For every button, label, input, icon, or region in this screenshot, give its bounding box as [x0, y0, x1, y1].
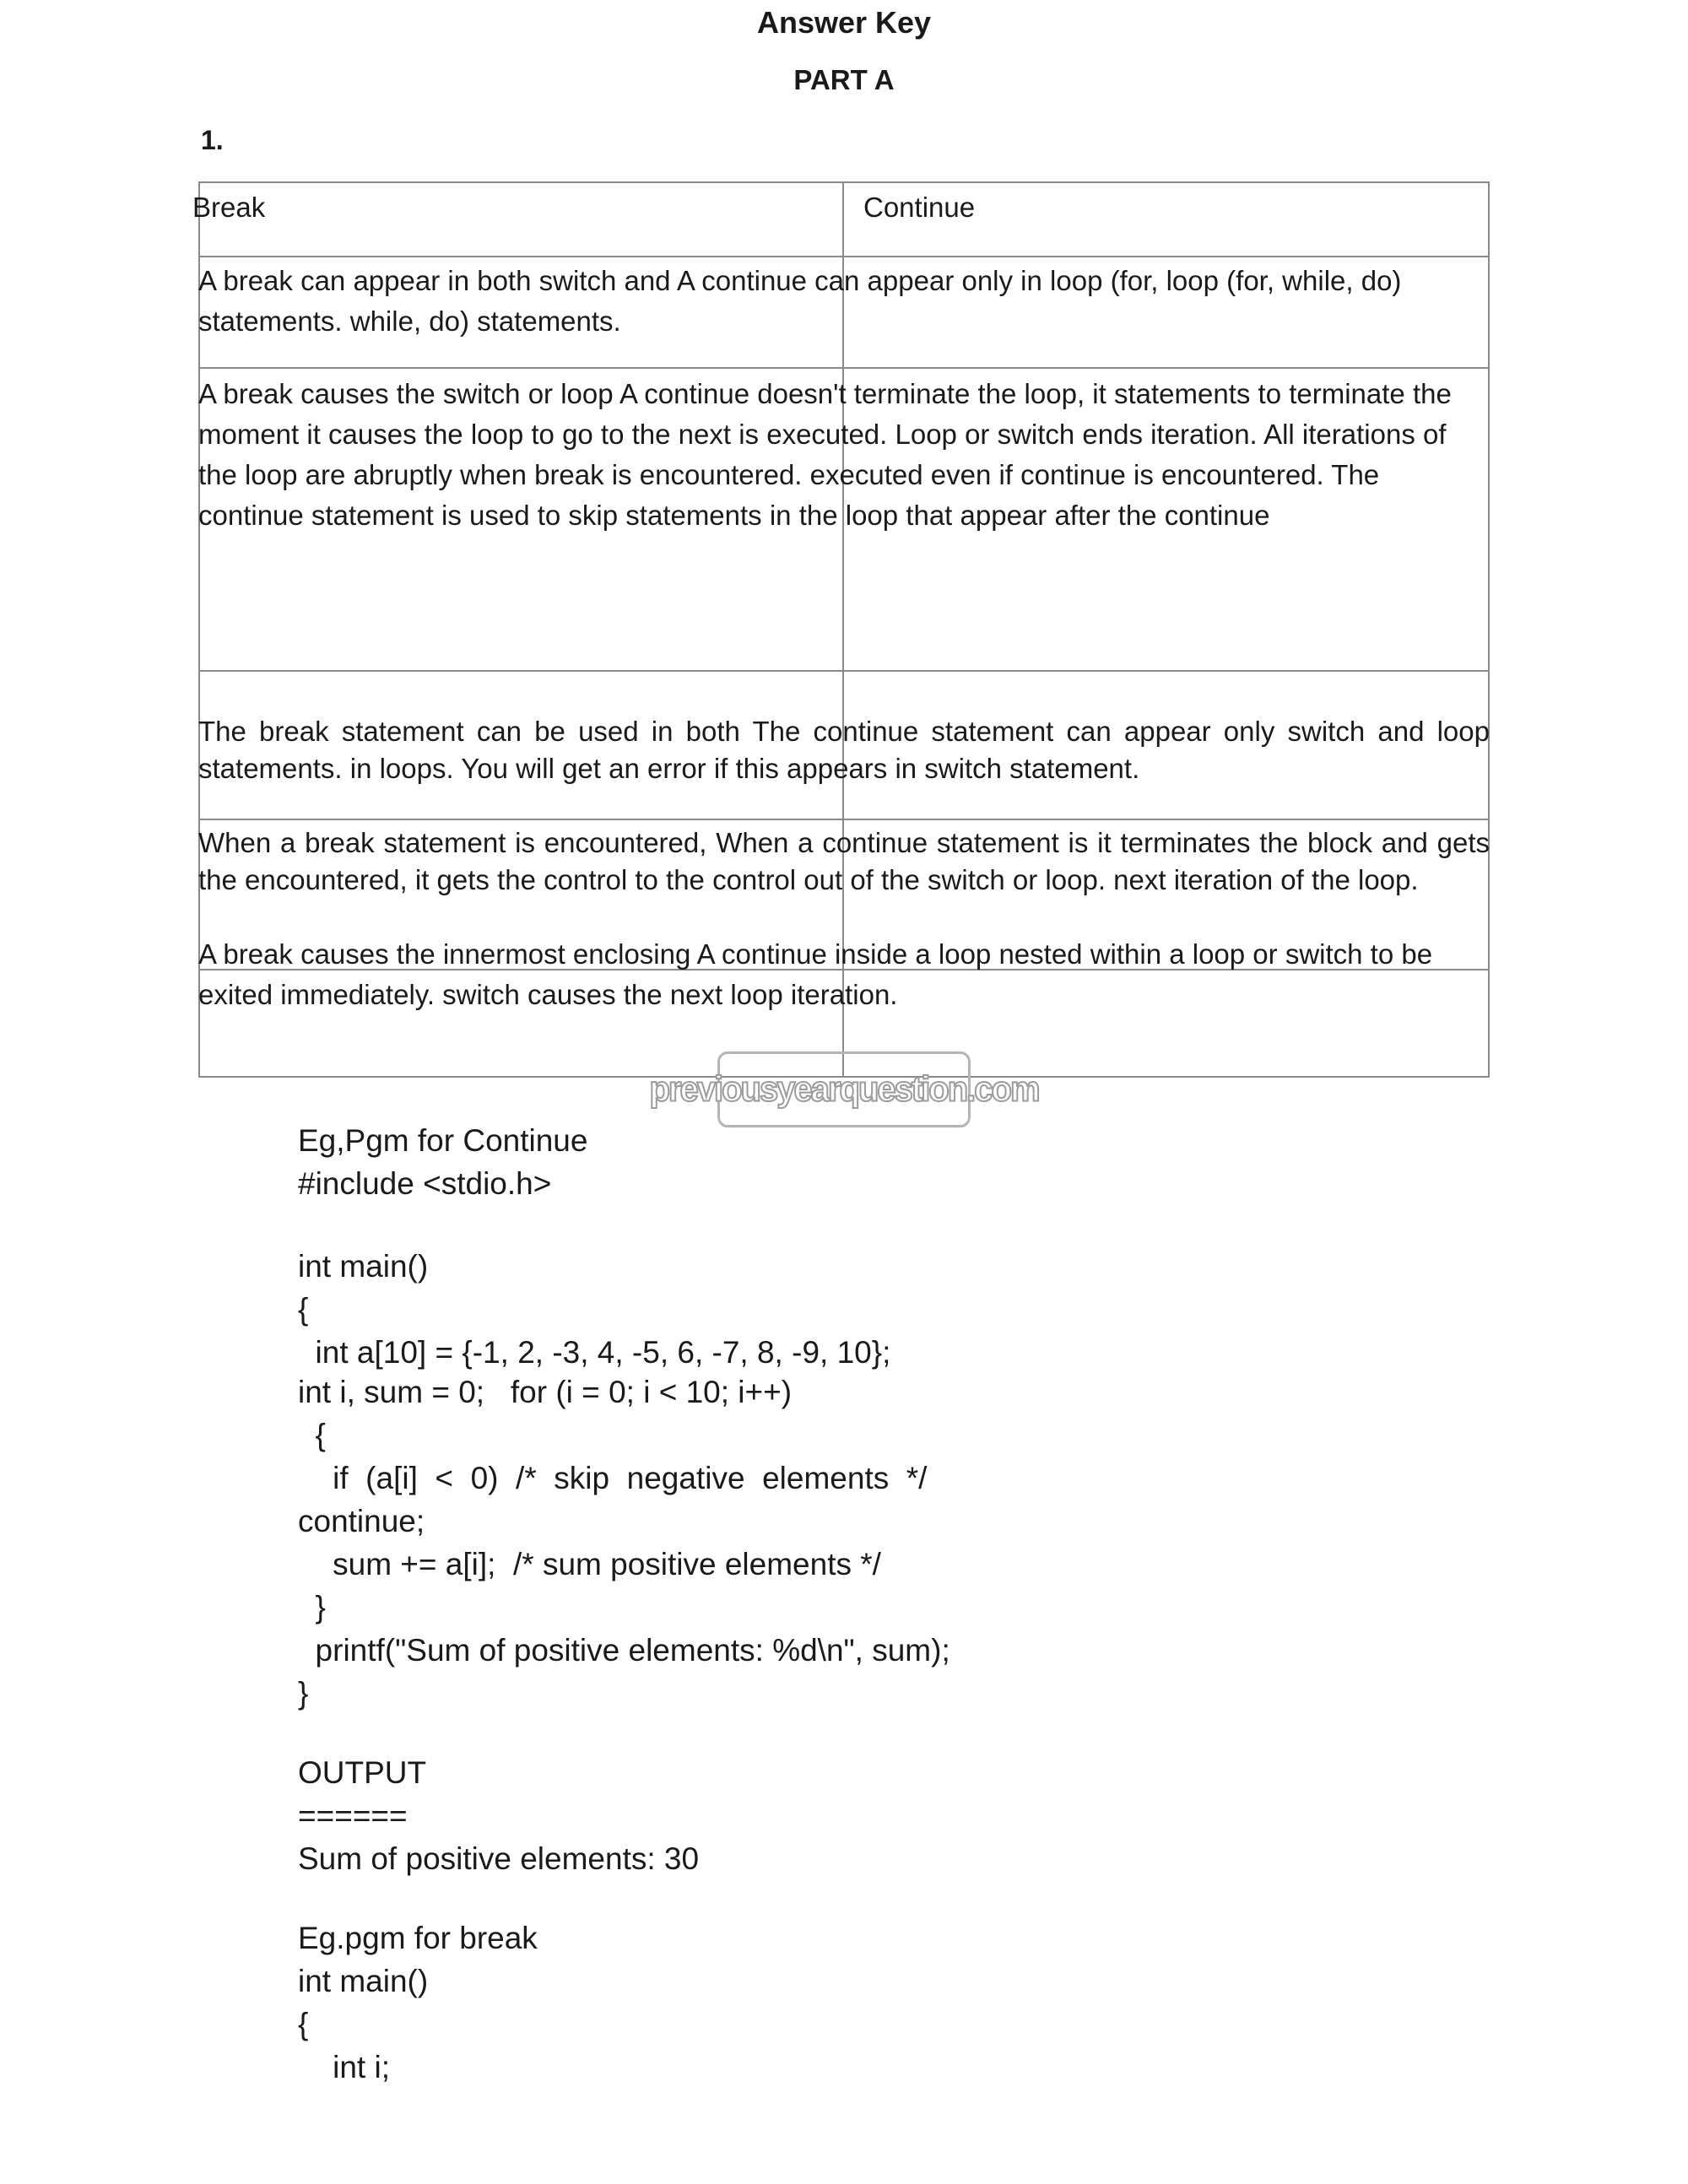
table-row-line: A break causes the switch or loop A continue doesn't terminate the loop, it statements to terminate the [198, 378, 1452, 409]
question-number: 1. [201, 125, 224, 155]
code-line: int i; [298, 2050, 390, 2084]
table-row [198, 750, 1490, 787]
table-row [198, 374, 1481, 536]
table-row-line: statements. while, do) statements. [198, 305, 621, 337]
table-divider [198, 256, 1490, 257]
code-line: int main() [298, 1249, 429, 1284]
table-row-line: moment it causes the loop to go to the next is executed. Loop or switch ends iteration. All iterations of [198, 419, 1447, 450]
code-listing [298, 1119, 950, 2089]
code-line: sum += a[i]; /* sum positive elements */ [298, 1547, 881, 1581]
code-line: if (a[i] < 0) /* skip negative elements */ [298, 1461, 928, 1495]
code-line: int i, sum = 0; for (i = 0; i < 10; i++) [298, 1375, 793, 1409]
code-line: { [298, 2007, 309, 2041]
table-row-line: When a break statement is encountered, When a continue statement is it terminates the block and gets [198, 827, 1490, 858]
table-row [198, 713, 1490, 750]
code-line: Eg.pgm for break [298, 1921, 538, 1955]
table-header-continue: Continue [863, 192, 976, 223]
table-divider [198, 367, 1490, 369]
code-line: int a[10] = {-1, 2, -3, 4, -5, 6, -7, 8, -9, 10}; [298, 1335, 891, 1370]
table-divider [198, 819, 1490, 820]
code-line: } [298, 1676, 309, 1711]
watermark-logo: previousyearquestion.com [717, 1051, 971, 1127]
table-row-line: A break can appear in both switch and A continue can appear only in loop (for, loop (for, while, do) [198, 265, 1402, 296]
table-header-break: Break [192, 192, 266, 223]
table-row-line: statements. in loops. You will get an error if this appears in switch statement. [198, 753, 1140, 784]
code-line: Sum of positive elements: 30 [298, 1841, 700, 1876]
table-row-line: A break causes the innermost enclosing A continue inside a loop nested within a loop or switch to be [198, 938, 1433, 970]
code-line [298, 1205, 950, 1245]
code-line [298, 1880, 950, 1916]
table-row [198, 824, 1490, 862]
table-row-line: exited immediately. switch causes the next loop iteration. [198, 979, 898, 1010]
table-row-line: the encountered, it gets the control to the control out of the switch or loop. next iteration of the loop. [198, 864, 1419, 895]
table-row-line: The break statement can be used in both The continue statement can appear only switch and loop [198, 716, 1490, 747]
code-line: { [298, 1292, 309, 1327]
code-line: continue; [298, 1504, 425, 1538]
table-row [198, 261, 1414, 342]
code-line: { [298, 1418, 326, 1452]
table-row-line: the loop are abruptly when break is encountered. executed even if continue is encountered. The [198, 459, 1380, 490]
code-line: printf("Sum of positive elements: %d\n", sum); [298, 1633, 950, 1668]
code-line: } [298, 1590, 326, 1624]
code-line: int main() [298, 1964, 429, 1998]
code-line [298, 1715, 950, 1751]
code-line: #include <stdio.h> [298, 1166, 552, 1201]
code-line: Eg,Pgm for Continue [298, 1123, 588, 1158]
code-line: OUTPUT [298, 1755, 427, 1790]
table-row [198, 934, 1490, 1015]
part-heading: PART A [793, 64, 895, 95]
table-row [198, 862, 1490, 899]
code-line: ====== [298, 1798, 408, 1833]
table-divider [198, 670, 1490, 672]
page-title: Answer Key [756, 5, 932, 40]
table-row-line: continue statement is used to skip statements in the loop that appear after the continue [198, 500, 1270, 531]
